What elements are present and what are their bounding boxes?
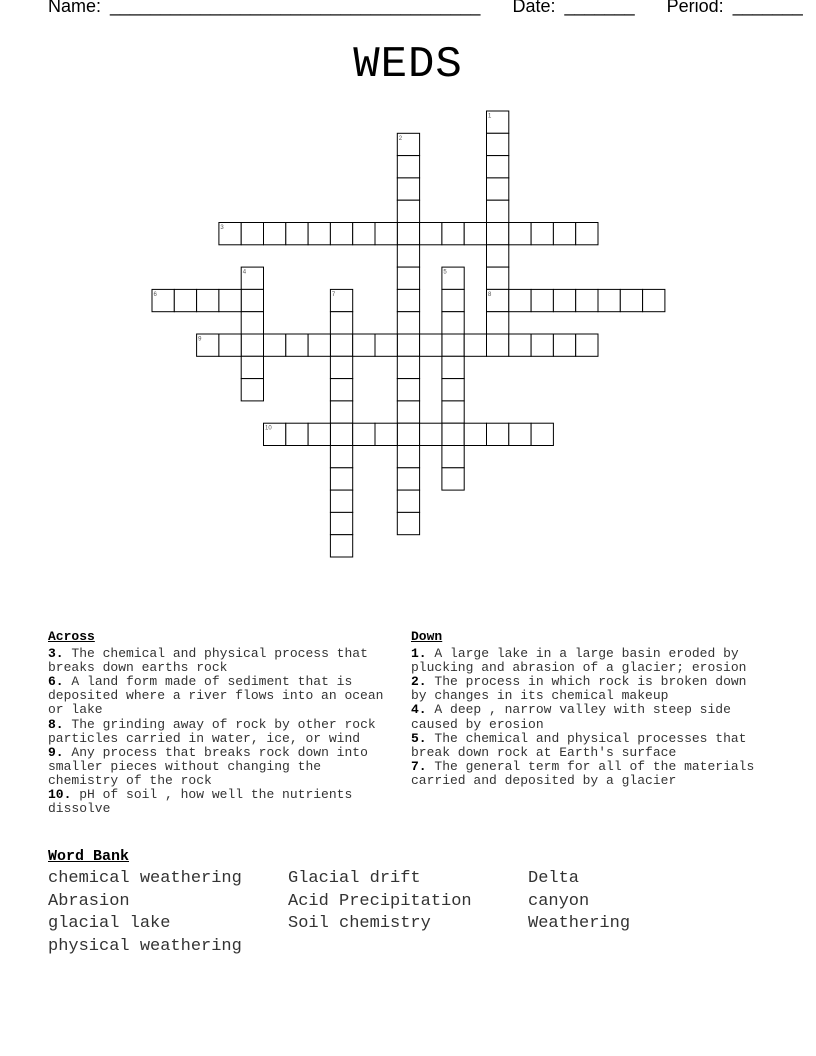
grid-cell[interactable] <box>308 223 330 245</box>
grid-cell[interactable] <box>442 423 464 445</box>
word-bank-item: Acid Precipitation <box>288 891 472 911</box>
word-bank-item: Soil chemistry <box>288 914 431 933</box>
grid-cell[interactable] <box>487 245 509 267</box>
grid-cell[interactable] <box>397 200 419 222</box>
grid-cell[interactable] <box>375 334 397 356</box>
grid-cell[interactable] <box>219 289 241 311</box>
cell-number: 8 <box>488 291 492 298</box>
grid-cell[interactable] <box>197 289 219 311</box>
period-label: Period: <box>666 0 724 16</box>
grid-cell[interactable] <box>442 223 464 245</box>
grid-cell[interactable] <box>308 334 330 356</box>
grid-cell[interactable] <box>397 334 419 356</box>
down-heading: Down <box>411 629 443 644</box>
grid-cell[interactable] <box>397 512 419 534</box>
grid-cell[interactable] <box>553 223 575 245</box>
grid-cell[interactable] <box>397 490 419 512</box>
date-blank[interactable]: _______ <box>564 0 635 16</box>
period-blank[interactable]: _______ <box>732 0 803 16</box>
grid-cell[interactable] <box>397 178 419 200</box>
grid-cell[interactable] <box>420 334 442 356</box>
clue-across-6: 6. A land form made of sediment that is deposited where a river flows into an ocean or lake <box>48 674 384 718</box>
grid-cell[interactable] <box>375 423 397 445</box>
grid-cell[interactable] <box>241 334 263 356</box>
grid-cell[interactable] <box>330 334 352 356</box>
cell-number: 6 <box>153 291 157 298</box>
grid-cell[interactable] <box>397 356 419 378</box>
grid-cell[interactable] <box>576 289 598 311</box>
word-bank-item: Delta <box>528 869 580 888</box>
clue-down-2: 2. The process in which rock is broken down by changes in its chemical makeup <box>411 674 747 704</box>
grid-cell[interactable] <box>487 312 509 334</box>
date-label: Date: <box>512 0 556 16</box>
clue-down-1: 1. A large lake in a large basin eroded by plucking and abrasion of a glacier; erosion <box>411 646 747 676</box>
grid-cell[interactable] <box>330 223 352 245</box>
cell-number: 1 <box>488 113 492 120</box>
grid-cell[interactable] <box>241 312 263 334</box>
cell-number: 7 <box>331 291 336 298</box>
grid-cell[interactable] <box>487 267 509 289</box>
grid-cell[interactable] <box>330 446 352 468</box>
across-heading: Across <box>48 629 95 644</box>
grid-cell[interactable] <box>442 401 464 423</box>
clue-across-3: 3. The chemical and physical process that breaks down earths rock <box>48 646 368 676</box>
grid-cell[interactable] <box>420 223 442 245</box>
grid-cell[interactable] <box>487 334 509 356</box>
grid-cell[interactable] <box>487 178 509 200</box>
grid-cell[interactable] <box>241 356 263 378</box>
grid-cell[interactable] <box>553 334 575 356</box>
cell-number: 10 <box>265 425 272 432</box>
clue-down-5: 5. The chemical and physical processes that break down rock at Earth's surface <box>411 730 747 760</box>
grid-cell[interactable] <box>241 223 263 245</box>
word-bank-item: glacial lake <box>48 914 171 933</box>
grid-cell[interactable] <box>464 223 486 245</box>
grid-cell[interactable] <box>531 423 553 445</box>
word-bank-item: canyon <box>528 891 590 911</box>
grid-cell[interactable] <box>598 289 620 311</box>
grid-cell[interactable] <box>442 468 464 490</box>
grid-cell[interactable] <box>487 133 509 155</box>
grid-cell[interactable] <box>442 334 464 356</box>
word-bank-item: Glacial drift <box>288 869 421 888</box>
grid-cell[interactable] <box>531 334 553 356</box>
grid-cell[interactable] <box>330 490 352 512</box>
grid-cell[interactable] <box>286 423 308 445</box>
grid-cell[interactable] <box>487 423 509 445</box>
cell-number: 5 <box>443 269 447 276</box>
grid-cell[interactable] <box>397 289 419 311</box>
grid-cell[interactable] <box>353 334 375 356</box>
grid-cell[interactable] <box>219 334 241 356</box>
grid-cell[interactable] <box>330 356 352 378</box>
word-bank-item: Abrasion <box>48 891 130 911</box>
grid-cell[interactable] <box>397 446 419 468</box>
grid-cell[interactable] <box>509 289 531 311</box>
grid-cell[interactable] <box>487 223 509 245</box>
grid-cell[interactable] <box>397 468 419 490</box>
grid-cell[interactable] <box>330 312 352 334</box>
grid-cell[interactable] <box>397 379 419 401</box>
grid-cell[interactable] <box>442 289 464 311</box>
grid-cell[interactable] <box>264 334 286 356</box>
grid-cell[interactable] <box>330 468 352 490</box>
cell-number: 3 <box>220 225 224 231</box>
grid-cell[interactable] <box>576 334 598 356</box>
word-bank-item: chemical weathering <box>48 869 242 888</box>
page-title: WEDS <box>353 40 463 90</box>
grid-cell[interactable] <box>397 401 419 423</box>
word-bank-item: physical weathering <box>48 936 242 956</box>
grid-cell[interactable] <box>353 223 375 245</box>
grid-cell[interactable] <box>509 334 531 356</box>
grid-cell[interactable] <box>264 223 286 245</box>
grid-cell[interactable] <box>464 423 486 445</box>
grid-cell[interactable] <box>241 379 263 401</box>
clue-across-8: 8. The grinding away of rock by other rock particles carried in water, ice, or wind <box>48 716 376 746</box>
grid-cell[interactable] <box>442 312 464 334</box>
grid-cell[interactable] <box>397 156 419 178</box>
grid-cell[interactable] <box>330 423 352 445</box>
grid-cell[interactable] <box>286 334 308 356</box>
clue-across-9: 9. Any process that breaks rock down into smaller pieces without changing the chemistry of the rock <box>48 744 368 788</box>
grid-cell[interactable] <box>330 401 352 423</box>
name-blank[interactable]: _____________________________________ <box>110 0 481 16</box>
cell-number: 2 <box>398 135 403 142</box>
word-bank-title: Word Bank <box>48 848 130 865</box>
grid-cell[interactable] <box>330 535 352 557</box>
grid-cell[interactable] <box>442 356 464 378</box>
grid-cell[interactable] <box>487 200 509 222</box>
grid-cell[interactable] <box>509 423 531 445</box>
grid-cell[interactable] <box>330 379 352 401</box>
clue-down-7: 7. The general term for all of the materials carried and deposited by a glacier <box>411 758 755 788</box>
grid-cell[interactable] <box>531 223 553 245</box>
grid-cell[interactable] <box>375 223 397 245</box>
cell-number: 9 <box>198 336 202 343</box>
clue-across-10: 10. pH of soil , how well the nutrients dissolve <box>48 787 353 817</box>
word-bank-item: Weathering <box>528 914 631 933</box>
grid-cell[interactable] <box>643 289 665 311</box>
grid-cell[interactable] <box>397 267 419 289</box>
grid-cell[interactable] <box>509 223 531 245</box>
grid-cell[interactable] <box>330 512 352 534</box>
grid-cell[interactable] <box>397 312 419 334</box>
across-clues <box>48 630 398 816</box>
grid-cell[interactable] <box>576 223 598 245</box>
grid-cell[interactable] <box>286 223 308 245</box>
grid-cell[interactable] <box>553 289 575 311</box>
grid-cell[interactable] <box>397 245 419 267</box>
grid-cell[interactable] <box>442 446 464 468</box>
grid-cell[interactable] <box>487 156 509 178</box>
down-clues <box>411 630 761 788</box>
name-label: Name: <box>48 0 102 16</box>
grid-cell[interactable] <box>442 379 464 401</box>
grid-cell[interactable] <box>397 223 419 245</box>
grid-cell[interactable] <box>531 289 553 311</box>
grid-cell[interactable] <box>420 423 442 445</box>
grid-cell[interactable] <box>308 423 330 445</box>
clue-down-4: 4. A deep , narrow valley with steep side caused by erosion <box>411 702 731 732</box>
cell-number: 4 <box>242 269 247 276</box>
grid-cell[interactable] <box>174 289 196 311</box>
grid-cell[interactable] <box>464 334 486 356</box>
grid-cell[interactable] <box>353 423 375 445</box>
grid-cell[interactable] <box>241 289 263 311</box>
grid-cell[interactable] <box>620 289 642 311</box>
grid-cell[interactable] <box>397 423 419 445</box>
